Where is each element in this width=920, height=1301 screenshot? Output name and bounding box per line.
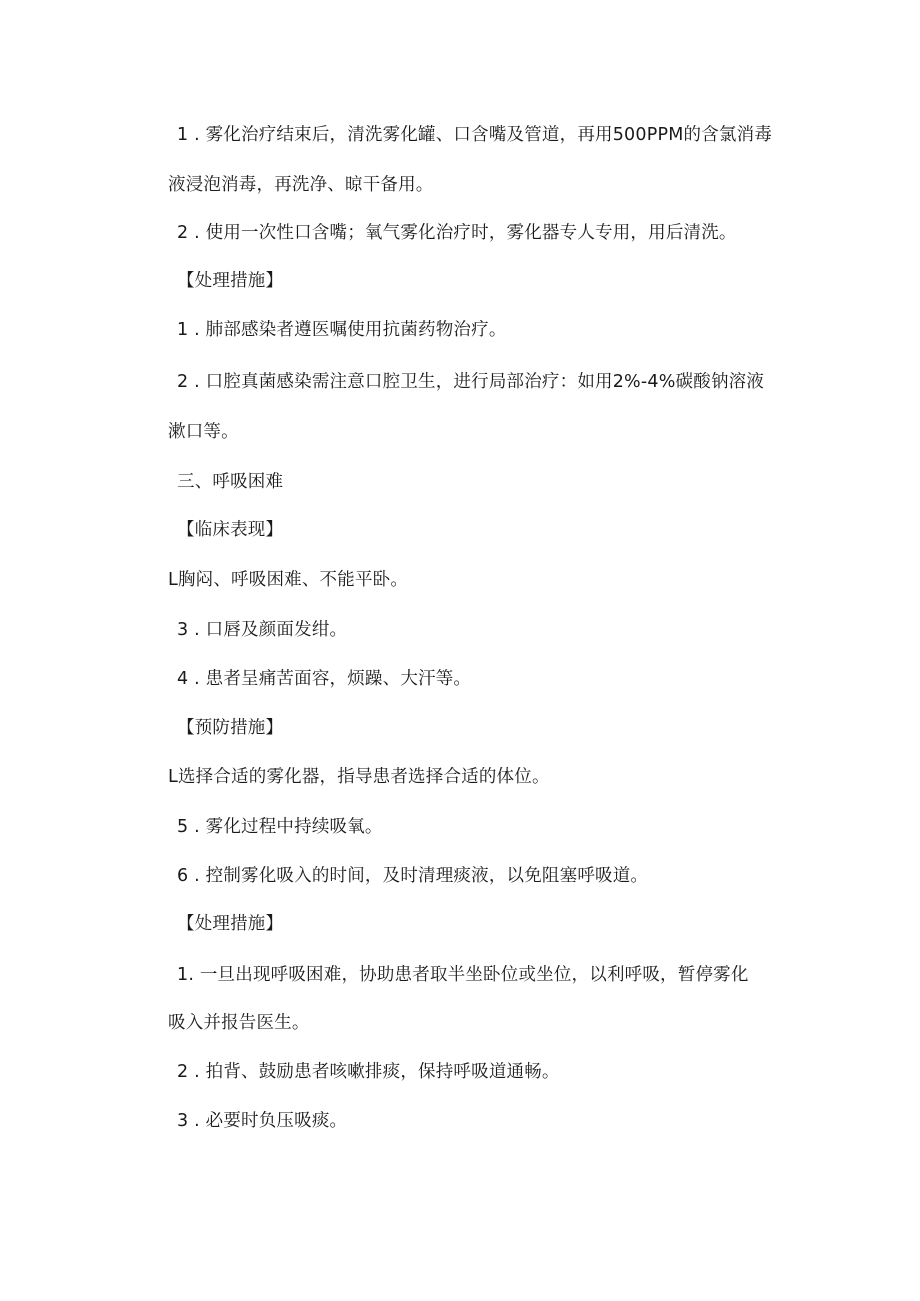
- paragraph-line: 1 . 肺部感染者遵医嘱使用抗菌药物治疗。: [177, 320, 507, 340]
- paragraph-line: L选择合适的雾化器，指导患者选择合适的体位。: [168, 767, 550, 787]
- paragraph-line: 2 . 使用一次性口含嘴；氧气雾化治疗时，雾化器专人专用，用后清洗。: [177, 223, 737, 243]
- paragraph-line: 1. 一旦出现呼吸困难，协助患者取半坐卧位或坐位，以利呼吸，暂停雾化: [177, 965, 749, 985]
- paragraph-line: 4 . 患者呈痛苦面容，烦躁、大汗等。: [177, 669, 472, 689]
- paragraph-line: 液浸泡消毒，再洗净、晾干备用。: [168, 175, 434, 195]
- paragraph-line: 1 . 雾化治疗结束后，清洗雾化罐、口含嘴及管道，再用500PPM的含氯消毒: [177, 125, 773, 145]
- section-heading: 【处理措施】: [177, 271, 284, 291]
- paragraph-line: 5 . 雾化过程中持续吸氧。: [177, 817, 383, 837]
- paragraph-line: 2 . 口腔真菌感染需注意口腔卫生，进行局部治疗：如用2%-4%碳酸钠溶液: [177, 372, 765, 392]
- section-heading: 【处理措施】: [177, 914, 284, 934]
- paragraph-line: 2 . 拍背、鼓励患者咳嗽排痰，保持呼吸道通畅。: [177, 1062, 560, 1082]
- section-heading: 【临床表现】: [177, 520, 284, 540]
- section-heading: 【预防措施】: [177, 718, 284, 738]
- chapter-heading: 三、呼吸困难: [177, 472, 284, 492]
- paragraph-line: 吸入并报告医生。: [168, 1013, 310, 1033]
- paragraph-line: 3 . 必要时负压吸痰。: [177, 1111, 348, 1131]
- paragraph-line: 6 . 控制雾化吸入的时间，及时清理痰液，以免阻塞呼吸道。: [177, 866, 649, 886]
- paragraph-line: 漱口等。: [168, 422, 239, 442]
- paragraph-line: L胸闷、呼吸困难、不能平卧。: [168, 570, 409, 590]
- paragraph-line: 3 . 口唇及颜面发绀。: [177, 620, 348, 640]
